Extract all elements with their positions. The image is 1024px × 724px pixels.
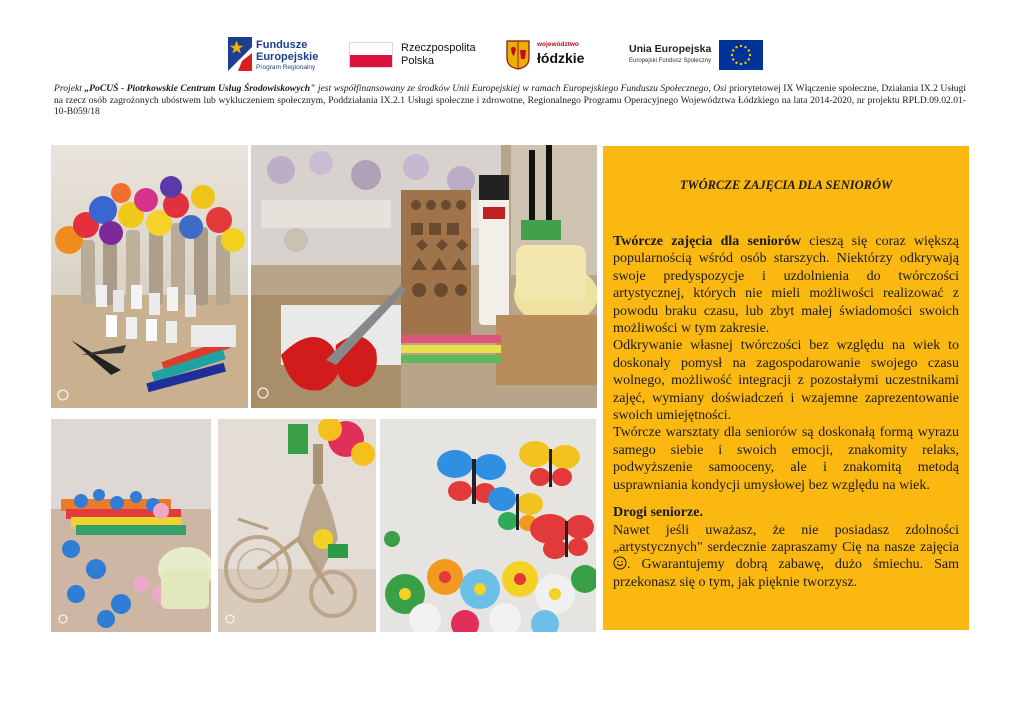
rp-line1: Rzeczpospolita — [401, 42, 476, 54]
invitation-part-a: Nawet jeśli uważasz, że nie posiadasz zdolności „artystycznych" serdecznie zapraszamy Cię na nasze zajęcia — [613, 522, 959, 555]
note-rest: priorytetowej IX Włączenie społeczne, Działania IX.2 Usługi na rzecz osób zagrożonych ubóstwem lub wykluczeniem społecznym, Poddziałania IX.2.1 Usługi społeczne i zdrowotne, Regionalnego Programu Operacyjnego Województwa Łódzkiego na lata 2014-2020, nr projektu RPLD.09.02.01-10-B059/18 — [54, 83, 966, 117]
photo-craft-supplies — [251, 145, 597, 408]
project-funding-note — [54, 83, 966, 118]
unia-europejska-logo — [629, 34, 764, 76]
project-name: „PoCUŚ - Piotrkowskie Centrum Usług Środowiskowych" — [84, 83, 316, 94]
fe-line1: Fundusze — [256, 39, 308, 51]
eu-star-icon — [735, 62, 737, 64]
eu-star-icon — [732, 58, 734, 60]
eu-star-icon — [748, 49, 750, 51]
eu-flag-icon — [719, 40, 763, 70]
panel-body — [613, 233, 959, 591]
intro-bold: Twórcze zajęcia dla seniorów — [613, 234, 802, 249]
paragraph-discovery: Odkrywanie własnej twórczości bez względu na wiek to doskonały pomysł na zagospodarowanie swojego czasu wolnego, możliwość integracji z pozostałymi uczestnikami zajęć, wymiany doświadczeń i wzajemne zaprezentowanie swoich umiejętności. — [613, 338, 959, 424]
note-prefix: Projekt — [54, 83, 85, 94]
panel-title: TWÓRCZE ZAJĘCIA DLA SENIORÓW — [679, 178, 893, 192]
lodz-line2: łódzkie — [537, 50, 585, 66]
eu-star-icon — [731, 54, 733, 56]
eu-star-icon — [732, 49, 734, 51]
photo-paper-cutouts — [51, 419, 211, 632]
eu-star-icon — [744, 46, 746, 48]
lodz-crest-icon — [506, 40, 530, 70]
note-italic-tail: jest współfinansowany ze środków Unii Europejskiej w ramach Europejskiego Funduszu Społecznego, Osi — [315, 83, 727, 94]
lodz-line1: województwo — [537, 41, 579, 48]
eu-star-icon — [735, 46, 737, 48]
eu-star-icon — [749, 54, 751, 56]
photo-paper-flowers — [51, 145, 248, 408]
eu-star-icon — [740, 45, 742, 47]
paragraph-invitation — [613, 522, 959, 592]
logo-strip — [224, 34, 764, 76]
eu-star-icon — [748, 58, 750, 60]
invitation-part-b: . Gwarantujemy dobrą zabawę, dużo śmiechu. Sam przekonasz się o tym, jak pięknie tworzysz. — [613, 557, 959, 590]
ue-line2: Europejski Fundusz Społeczny — [629, 58, 712, 64]
fe-line2: Europejskie — [256, 51, 319, 63]
smiley-icon — [613, 556, 627, 570]
rp-line2: Polska — [401, 55, 435, 67]
ue-line1: Unia Europejska — [629, 43, 712, 55]
fe-line3: Program Regionalny — [256, 64, 316, 71]
photo-quilling — [380, 419, 596, 632]
rzeczpospolita-logo — [349, 34, 489, 76]
paragraph-intro — [613, 233, 959, 337]
paragraph-workshops: Twórcze warsztaty dla seniorów są doskonałą formą wyrazu samego siebie i swoich emocji, znakomity relaks, podwyższenie samooceny, ale i znakomitą metodą usprawniania kondycji umysłowej bez względu na wiek. — [613, 425, 959, 493]
fe-star-mark-icon — [228, 37, 252, 71]
intro-rest: cieszą się coraz większą popularnością wśród osób starszych. Niektórzy odkrywają swoje predyspozycje i uzdolnienia do twórczości artystycznej, których nie mieli możliwości realizować z powodu braku czasu, lub zbyt małej świadomości swoich możliwości w tym zakresie. — [613, 234, 959, 337]
info-panel — [603, 146, 969, 630]
wojewodztwo-lodzkie-logo — [504, 34, 614, 76]
photo-twine-bicycle — [218, 419, 376, 632]
eu-star-icon — [740, 63, 742, 65]
fundusze-europejskie-logo — [224, 34, 334, 76]
polish-flag-icon — [349, 42, 393, 68]
greeting: Drogi seniorze. — [613, 505, 703, 521]
eu-star-icon — [744, 62, 746, 64]
